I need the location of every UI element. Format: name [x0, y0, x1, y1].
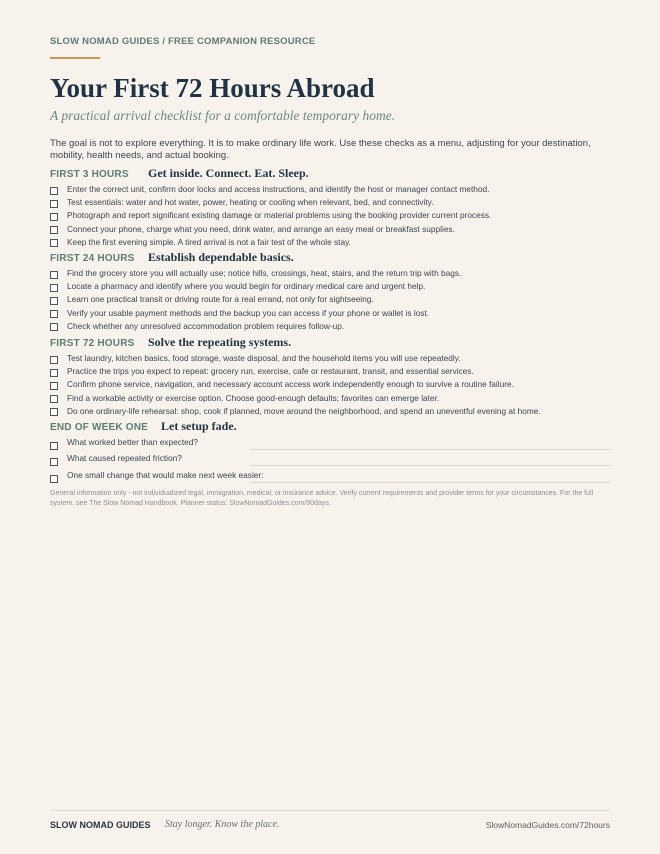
checklist-item[interactable]	[50, 294, 610, 307]
section-label: FIRST 72 HOURS	[50, 338, 135, 349]
checklist-item-text: Find a workable activity or exercise option. Choose good-enough defaults; favorites can emerge later.	[67, 392, 440, 403]
checklist-item[interactable]	[50, 224, 610, 237]
checkbox[interactable]	[50, 442, 58, 450]
section-first-24-hours	[50, 250, 610, 334]
section-first-72-hours	[50, 335, 610, 419]
checkbox[interactable]	[50, 297, 58, 305]
checkbox[interactable]	[50, 369, 58, 377]
answer-line[interactable]	[250, 465, 610, 466]
section-header	[50, 335, 610, 349]
checkbox[interactable]	[50, 475, 58, 483]
checklist-item[interactable]	[50, 210, 610, 223]
page-title: Your First 72 Hours Abroad	[50, 73, 375, 103]
section-label: FIRST 3 HOURS	[50, 169, 129, 180]
checklist	[50, 353, 610, 419]
reflection-prompt: What worked better than expected?	[67, 437, 198, 447]
checklist-item-text: Do one ordinary-life rehearsal: shop, cook if planned, move around the neighborhood, and spend an uneventful evening at home.	[67, 405, 541, 416]
section-header	[50, 166, 610, 180]
checkbox[interactable]	[50, 382, 58, 390]
answer-line[interactable]	[250, 482, 610, 483]
checklist-item[interactable]	[50, 406, 610, 419]
reflection-prompt: What caused repeated friction?	[67, 453, 182, 464]
checkbox[interactable]	[50, 200, 58, 208]
checkbox[interactable]	[50, 213, 58, 221]
checklist-item-text: Verify your usable payment methods and the backup you can access if your phone or wallet is lost.	[67, 307, 430, 318]
checkbox[interactable]	[50, 284, 58, 292]
reflection-item[interactable]	[50, 453, 610, 469]
checklist-item[interactable]	[50, 281, 610, 294]
checklist-item-text: Connect your phone, charge what you need, drink water, and arrange an easy meal or breakfast supplies.	[67, 223, 455, 234]
checklist-item-text: Learn one practical transit or driving route for a real errand, not only for sightseeing.	[67, 294, 374, 305]
section-label: END OF WEEK ONE	[50, 422, 149, 433]
checklist-item[interactable]	[50, 393, 610, 406]
checklist-item-text: Keep the first evening simple. A tired arrival is not a fair test of the whole stay.	[67, 236, 351, 247]
checklist-item[interactable]	[50, 321, 610, 334]
reflection-list	[50, 437, 610, 486]
checkbox[interactable]	[50, 408, 58, 416]
checkbox[interactable]	[50, 323, 58, 331]
footer-divider	[50, 810, 610, 811]
section-first-3-hours	[50, 166, 610, 250]
footer-brand: SLOW NOMAD GUIDES	[50, 820, 151, 830]
checkbox[interactable]	[50, 271, 58, 279]
checklist-item[interactable]	[50, 268, 610, 281]
brand-line: SLOW NOMAD GUIDES / FREE COMPANION RESOURCE	[50, 36, 316, 47]
footer-url[interactable]: SlowNomadGuides.com/72hours	[485, 820, 610, 830]
checkbox[interactable]	[50, 310, 58, 318]
intro-paragraph: The goal is not to explore everything. It is to make ordinary life work. Use these checks as a menu, adjusting for your destination, mobility, health needs, and actual booking.	[50, 138, 591, 161]
reflection-item[interactable]	[50, 470, 610, 486]
checklist-item-text: Test laundry, kitchen basics, food storage, waste disposal, and the household items you will use repeatedly.	[67, 353, 461, 363]
section-header	[50, 250, 610, 264]
checkbox[interactable]	[50, 395, 58, 403]
checklist-page	[50, 0, 610, 854]
checklist	[50, 268, 610, 334]
checkbox[interactable]	[50, 458, 58, 466]
checklist-item-text: Confirm phone service, navigation, and necessary account access work independently enough to survive a routine failure.	[67, 379, 514, 390]
checklist-item[interactable]	[50, 197, 610, 210]
disclaimer: General information only - not individualized legal, immigration, medical, or insurance advice. Verify current requirements and provider terms for your circumstances. For the full system, see The Slow Nomad Handbook. Planner status: SlowNomadGuides.com/90days.	[50, 490, 594, 507]
checklist-item[interactable]	[50, 237, 610, 250]
section-end-of-week-one	[50, 419, 610, 486]
checkbox[interactable]	[50, 239, 58, 247]
section-header	[50, 419, 610, 433]
checklist-item-text: Photograph and report significant existing damage or material problems using the booking provider current process.	[67, 210, 492, 221]
checklist-item-text: Locate a pharmacy and identify where you would begin for ordinary medical care and urgent help.	[67, 281, 426, 292]
section-heading: Solve the repeating systems.	[148, 335, 292, 349]
footer-tagline: Stay longer. Know the place.	[165, 819, 280, 830]
section-heading: Establish dependable basics.	[148, 250, 294, 264]
answer-line[interactable]	[250, 449, 610, 450]
checklist-item[interactable]	[50, 353, 610, 366]
reflection-item[interactable]	[50, 437, 610, 453]
checkbox[interactable]	[50, 226, 58, 234]
checkbox[interactable]	[50, 187, 58, 195]
section-label: FIRST 24 HOURS	[50, 253, 135, 264]
reflection-prompt: One small change that would make next week easier:	[67, 469, 264, 480]
checklist	[50, 184, 610, 250]
checklist-item[interactable]	[50, 184, 610, 197]
checklist-item[interactable]	[50, 379, 610, 392]
checklist-item[interactable]	[50, 366, 610, 379]
checklist-item-text: Practice the trips you expect to repeat: grocery run, exercise, cafe or restaurant, transit, and essential services.	[67, 366, 474, 377]
section-heading: Let setup fade.	[161, 419, 237, 433]
checklist-item-text: Find the grocery store you will actually use; notice hills, crossings, heat, stairs, and the return trip with bags.	[67, 268, 462, 278]
checklist-item[interactable]	[50, 308, 610, 321]
checklist-item-text: Check whether any unresolved accommodation problem requires follow-up.	[67, 320, 345, 331]
checkbox[interactable]	[50, 356, 58, 364]
checklist-item-text: Enter the correct unit, confirm door locks and access instructions, and identify the host or manager contact method.	[67, 184, 490, 194]
accent-rule	[50, 57, 100, 59]
checklist-item-text: Test essentials: water and hot water, power, heating or cooling when relevant, bed, and connectivity.	[67, 197, 434, 208]
section-heading: Get inside. Connect. Eat. Sleep.	[148, 166, 309, 180]
page-subtitle: A practical arrival checklist for a comfortable temporary home.	[50, 108, 396, 123]
